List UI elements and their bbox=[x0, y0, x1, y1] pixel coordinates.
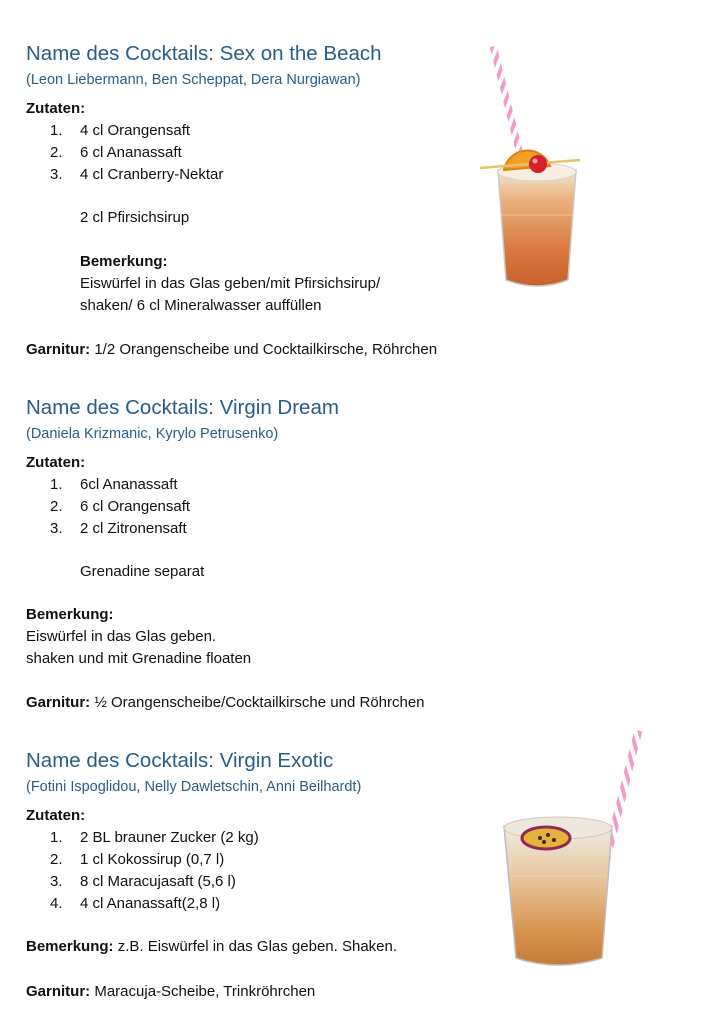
remark-text: z.B. Eiswürfel in das Glas geben. Shaken. bbox=[113, 938, 398, 955]
ingredient-item: 6 cl Ananassaft bbox=[80, 144, 182, 161]
cocktail-glass-passionfruit-image bbox=[490, 726, 650, 976]
remark-line: Eiswürfel in das Glas geben. bbox=[26, 628, 217, 645]
list-number: 1. bbox=[50, 829, 63, 846]
remark-line: Eiswürfel in das Glas geben/mit Pfirsichsirup/ bbox=[80, 275, 381, 292]
garnish-text: Maracuja-Scheibe, Trinkröhrchen bbox=[90, 983, 316, 1000]
glass bbox=[498, 170, 576, 286]
garnish-text: 1/2 Orangenscheibe und Cocktailkirsche, Röhrchen bbox=[90, 341, 438, 358]
cocktail-title: Name des Cocktails: Virgin Exotic bbox=[26, 749, 334, 772]
ingredient-item: 2 BL brauner Zucker (2 kg) bbox=[80, 829, 259, 846]
list-number: 3. bbox=[50, 520, 63, 537]
ingredient-item: 4 cl Orangensaft bbox=[80, 122, 191, 139]
remark-label: Bemerkung: bbox=[26, 938, 114, 955]
ingredient-item: 4 cl Cranberry-Nektar bbox=[80, 166, 224, 183]
ingredients-label: Zutaten: bbox=[26, 100, 86, 117]
ingredient-item: 1 cl Kokossirup (0,7 l) bbox=[80, 851, 225, 868]
list-number: 2. bbox=[50, 144, 63, 161]
ingredient-item: 4 cl Ananassaft(2,8 l) bbox=[80, 895, 221, 912]
ingredient-item: 6 cl Orangensaft bbox=[80, 498, 191, 515]
garnish-text: ½ Orangenscheibe/Cocktailkirsche und Röhrchen bbox=[90, 694, 425, 711]
cocktail-authors: (Fotini Ispoglidou, Nelly Dawletschin, Anni Beilhardt) bbox=[26, 779, 362, 795]
cocktail-authors: (Leon Liebermann, Ben Scheppat, Dera Nurgiawan) bbox=[26, 72, 361, 88]
remark-line: shaken/ 6 cl Mineralwasser auffüllen bbox=[80, 297, 322, 314]
garnish-line bbox=[26, 694, 425, 711]
remark-line bbox=[26, 938, 397, 955]
garnish-label: Garnitur: bbox=[26, 341, 91, 358]
ingredient-item: 8 cl Maracujasaft (5,6 l) bbox=[80, 873, 236, 890]
cocktail-glass-orange-image bbox=[472, 40, 602, 300]
garnish-line bbox=[26, 983, 315, 1000]
remark-line: shaken und mit Grenadine floaten bbox=[26, 650, 252, 667]
list-number: 2. bbox=[50, 851, 63, 868]
extra-ingredient: 2 cl Pfirsichsirup bbox=[80, 209, 190, 226]
cocktail-authors: (Daniela Krizmanic, Kyrylo Petrusenko) bbox=[26, 426, 279, 442]
ingredients-label: Zutaten: bbox=[26, 454, 86, 471]
ingredient-item: 6cl Ananassaft bbox=[80, 476, 178, 493]
garnish-label: Garnitur: bbox=[26, 983, 91, 1000]
passionfruit-slice bbox=[522, 827, 570, 849]
list-number: 1. bbox=[50, 122, 63, 139]
garnish-line bbox=[26, 341, 437, 358]
garnish-label: Garnitur: bbox=[26, 694, 91, 711]
ingredient-item: 2 cl Zitronensaft bbox=[80, 520, 187, 537]
list-number: 4. bbox=[50, 895, 63, 912]
list-number: 1. bbox=[50, 476, 63, 493]
extra-ingredient: Grenadine separat bbox=[80, 563, 205, 580]
ingredients-label: Zutaten: bbox=[26, 807, 86, 824]
remark-label: Bemerkung: bbox=[26, 606, 114, 623]
remark-label: Bemerkung: bbox=[80, 253, 168, 270]
cherry bbox=[529, 155, 547, 173]
list-number: 3. bbox=[50, 873, 63, 890]
list-number: 2. bbox=[50, 498, 63, 515]
cocktail-title: Name des Cocktails: Virgin Dream bbox=[26, 396, 339, 419]
cocktail-title: Name des Cocktails: Sex on the Beach bbox=[26, 42, 382, 65]
list-number: 3. bbox=[50, 166, 63, 183]
